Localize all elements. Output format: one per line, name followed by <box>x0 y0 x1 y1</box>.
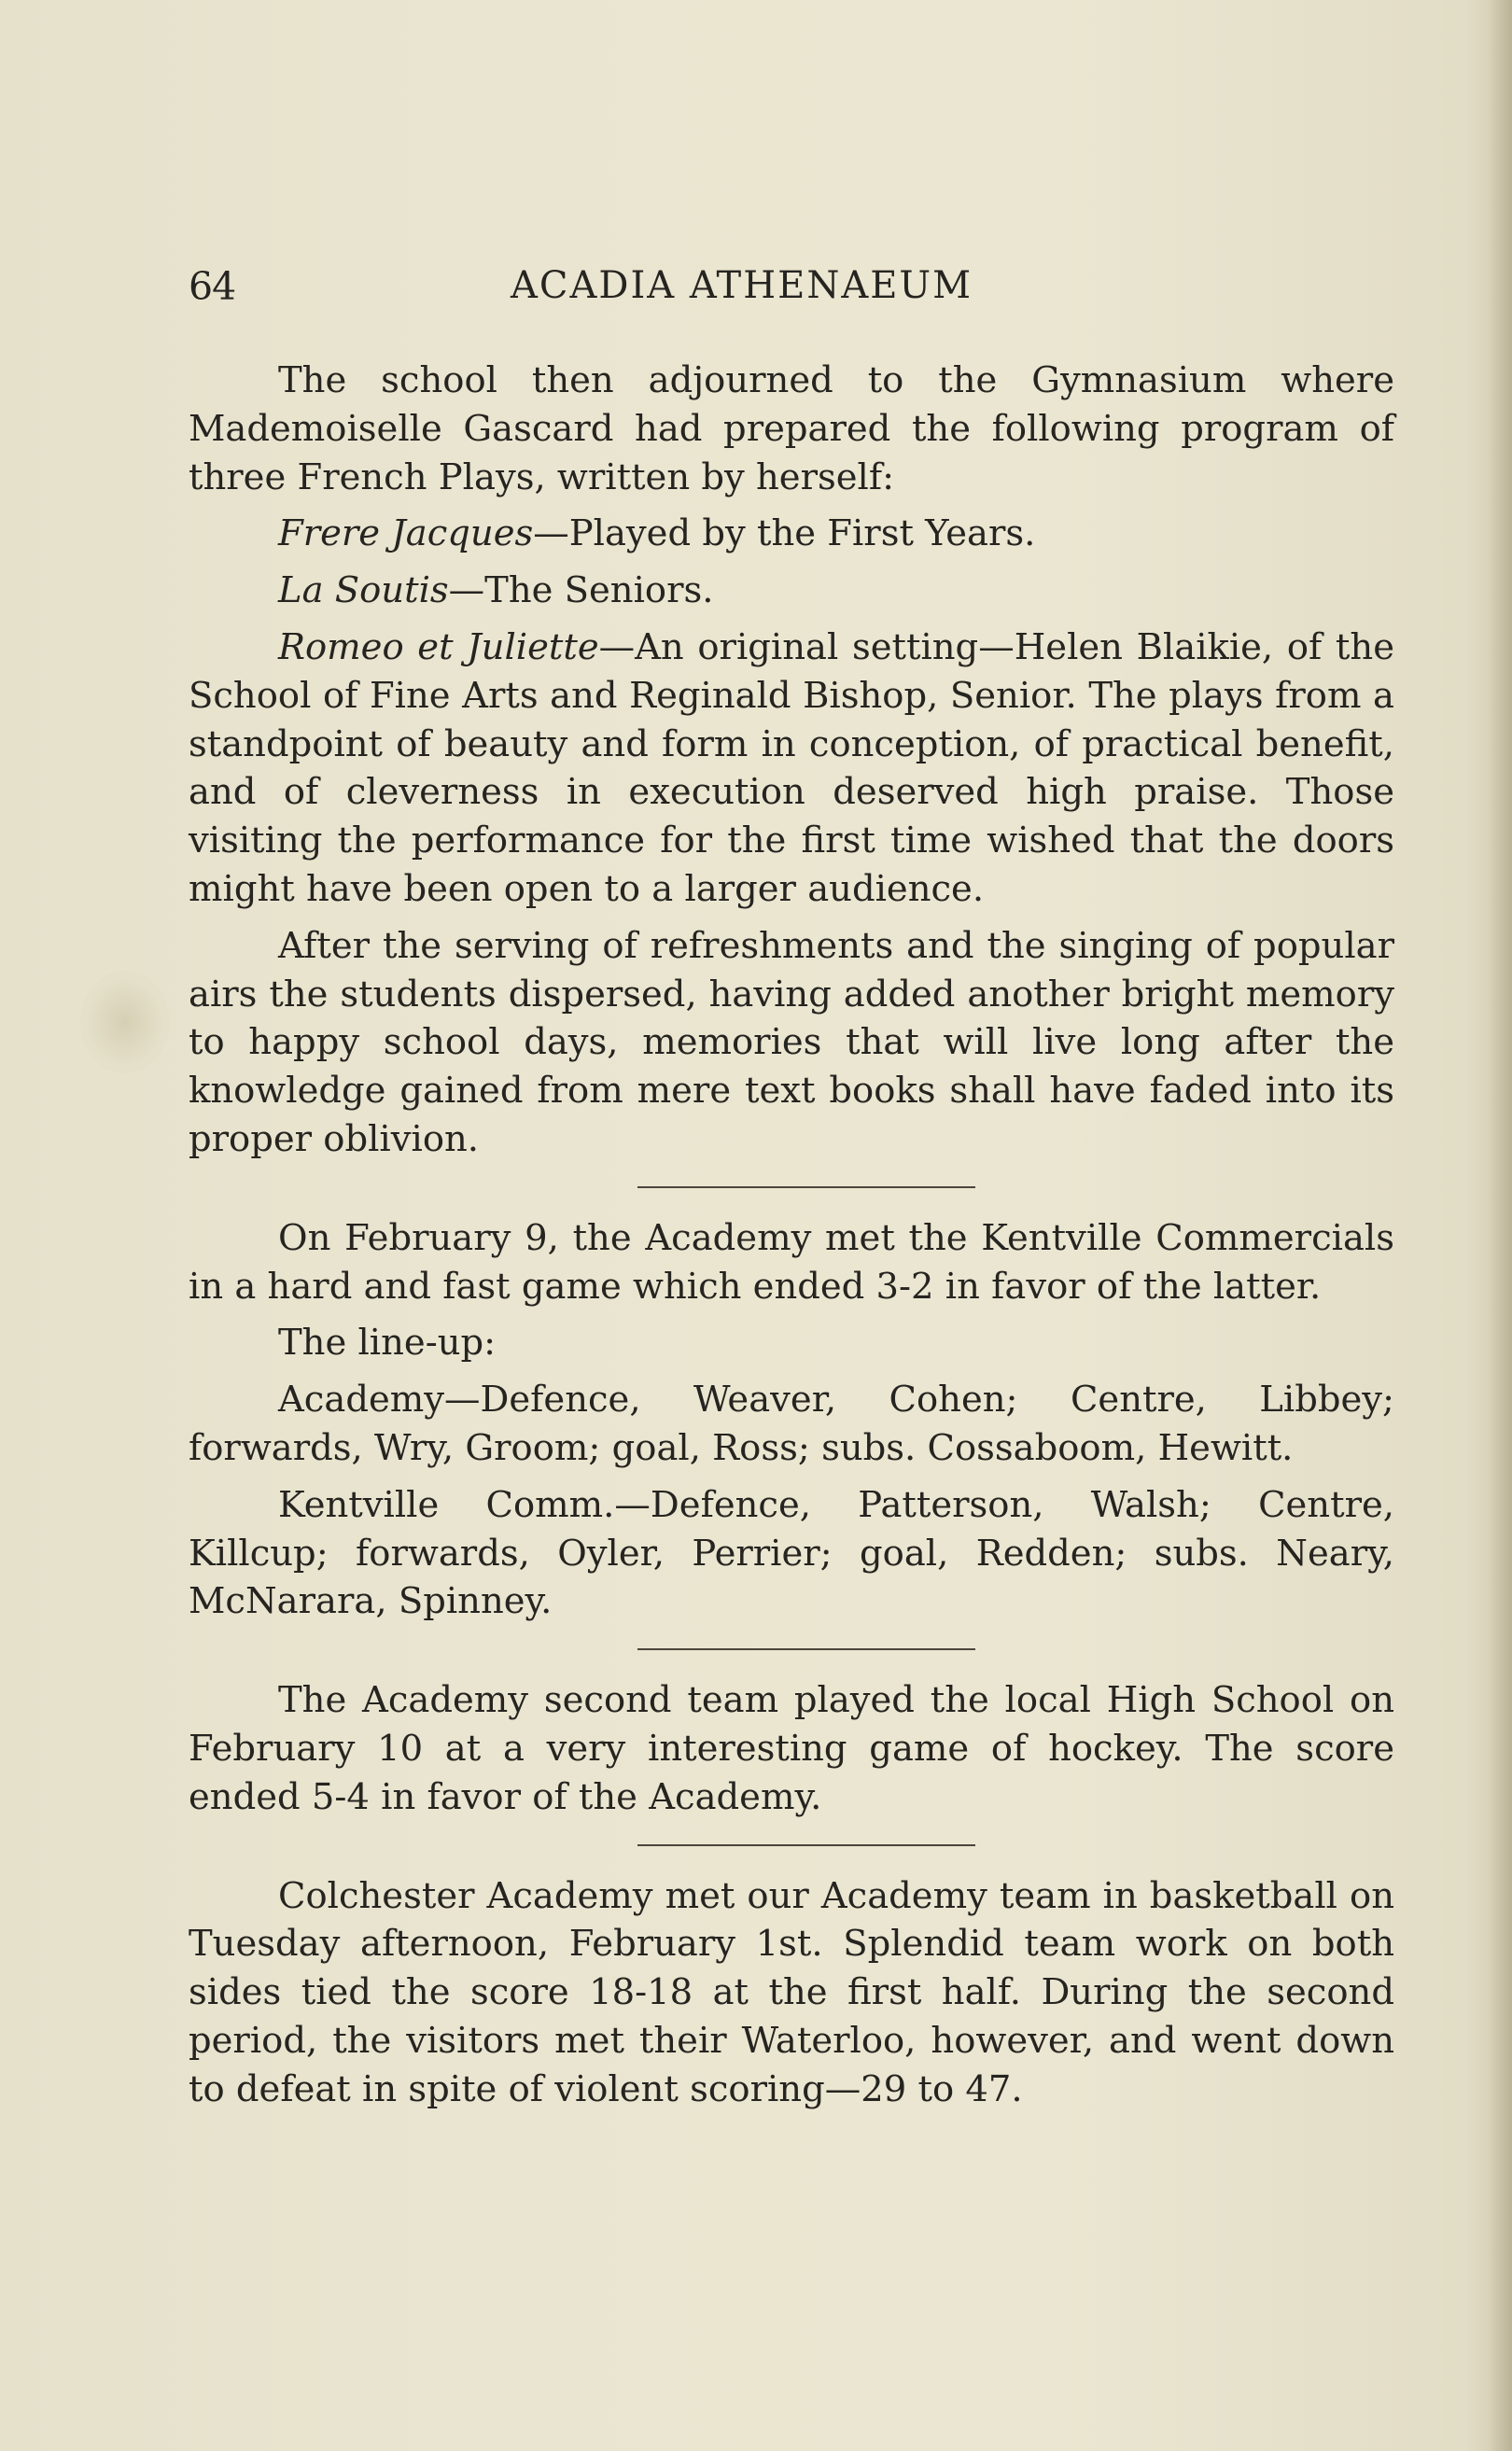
lineup-label: The line-up: <box>278 1322 497 1365</box>
play-romeo-et-juliette <box>189 623 1394 914</box>
paper-stain <box>80 971 170 1073</box>
play-frere-jacques <box>189 510 1394 558</box>
plays-intro-paragraph: The school then adjourned to the Gymnasium where Mademoiselle Gascard had prepared the following program of three French Plays, written by herself: <box>189 359 1394 498</box>
play-la-soutis <box>189 567 1394 615</box>
basketball-paragraph: Colchester Academy met our Academy team in basketball on Tuesday afternoon, February 1st. Splendid team work on both sides tied the score 18-18 at the first half. During the second period, the visitors met their Waterloo, however, and went down to defeat in spite of violent scoring—29 to 47. <box>189 1874 1394 2110</box>
page-number: 64 <box>189 264 236 309</box>
section-divider <box>637 1844 975 1846</box>
running-title: ACADIA ATHENAEUM <box>511 264 973 307</box>
play-title: Romeo et Juliette <box>278 625 599 668</box>
closing-paragraph: After the serving of refreshments and the singing of popular airs the students dispersed, having added another bright memory to happy school days, memories that will live long after the knowledge gained from mere text books shall have faded into its proper oblivion. <box>189 924 1394 1160</box>
play-title: Frere Jacques <box>278 512 534 555</box>
play-description: —An original setting—Helen Blaikie, of the School of Fine Arts and Reginald Bishop, Senior. The plays from a standpoint of beauty and form in conception, of practical benefit, and of cleverness in execution deserved high praise. Those visiting the performance for the first time wished that the doors might have been open to a larger audience. <box>189 625 1394 910</box>
play-title: La Soutis <box>278 569 449 612</box>
page-edge-shadow <box>1488 0 1512 2451</box>
article-body <box>189 357 1394 2122</box>
hockey-game-paragraph: On February 9, the Academy met the Kentville Commercials in a hard and fast game which ended 3-2 in favor of the latter. <box>189 1216 1394 1308</box>
page-header <box>189 264 1394 320</box>
second-team-paragraph: The Academy second team played the local High School on February 10 at a very interesting game of hockey. The score ended 5-4 in favor of the Academy. <box>189 1679 1394 1818</box>
kentville-lineup: Kentville Comm.—Defence, Patterson, Walsh; Centre, Killcup; forwards, Oyler, Perrier; goal, Redden; subs. Neary, McNarara, Spinney. <box>189 1483 1394 1623</box>
section-divider <box>637 1186 975 1188</box>
section-divider <box>637 1648 975 1650</box>
academy-lineup: Academy—Defence, Weaver, Cohen; Centre, Libbey; forwards, Wry, Groom; goal, Ross; subs. Cossaboom, Hewitt. <box>189 1379 1394 1469</box>
play-description: —Played by the First Years. <box>533 512 1036 555</box>
play-description: —The Seniors. <box>448 569 714 612</box>
